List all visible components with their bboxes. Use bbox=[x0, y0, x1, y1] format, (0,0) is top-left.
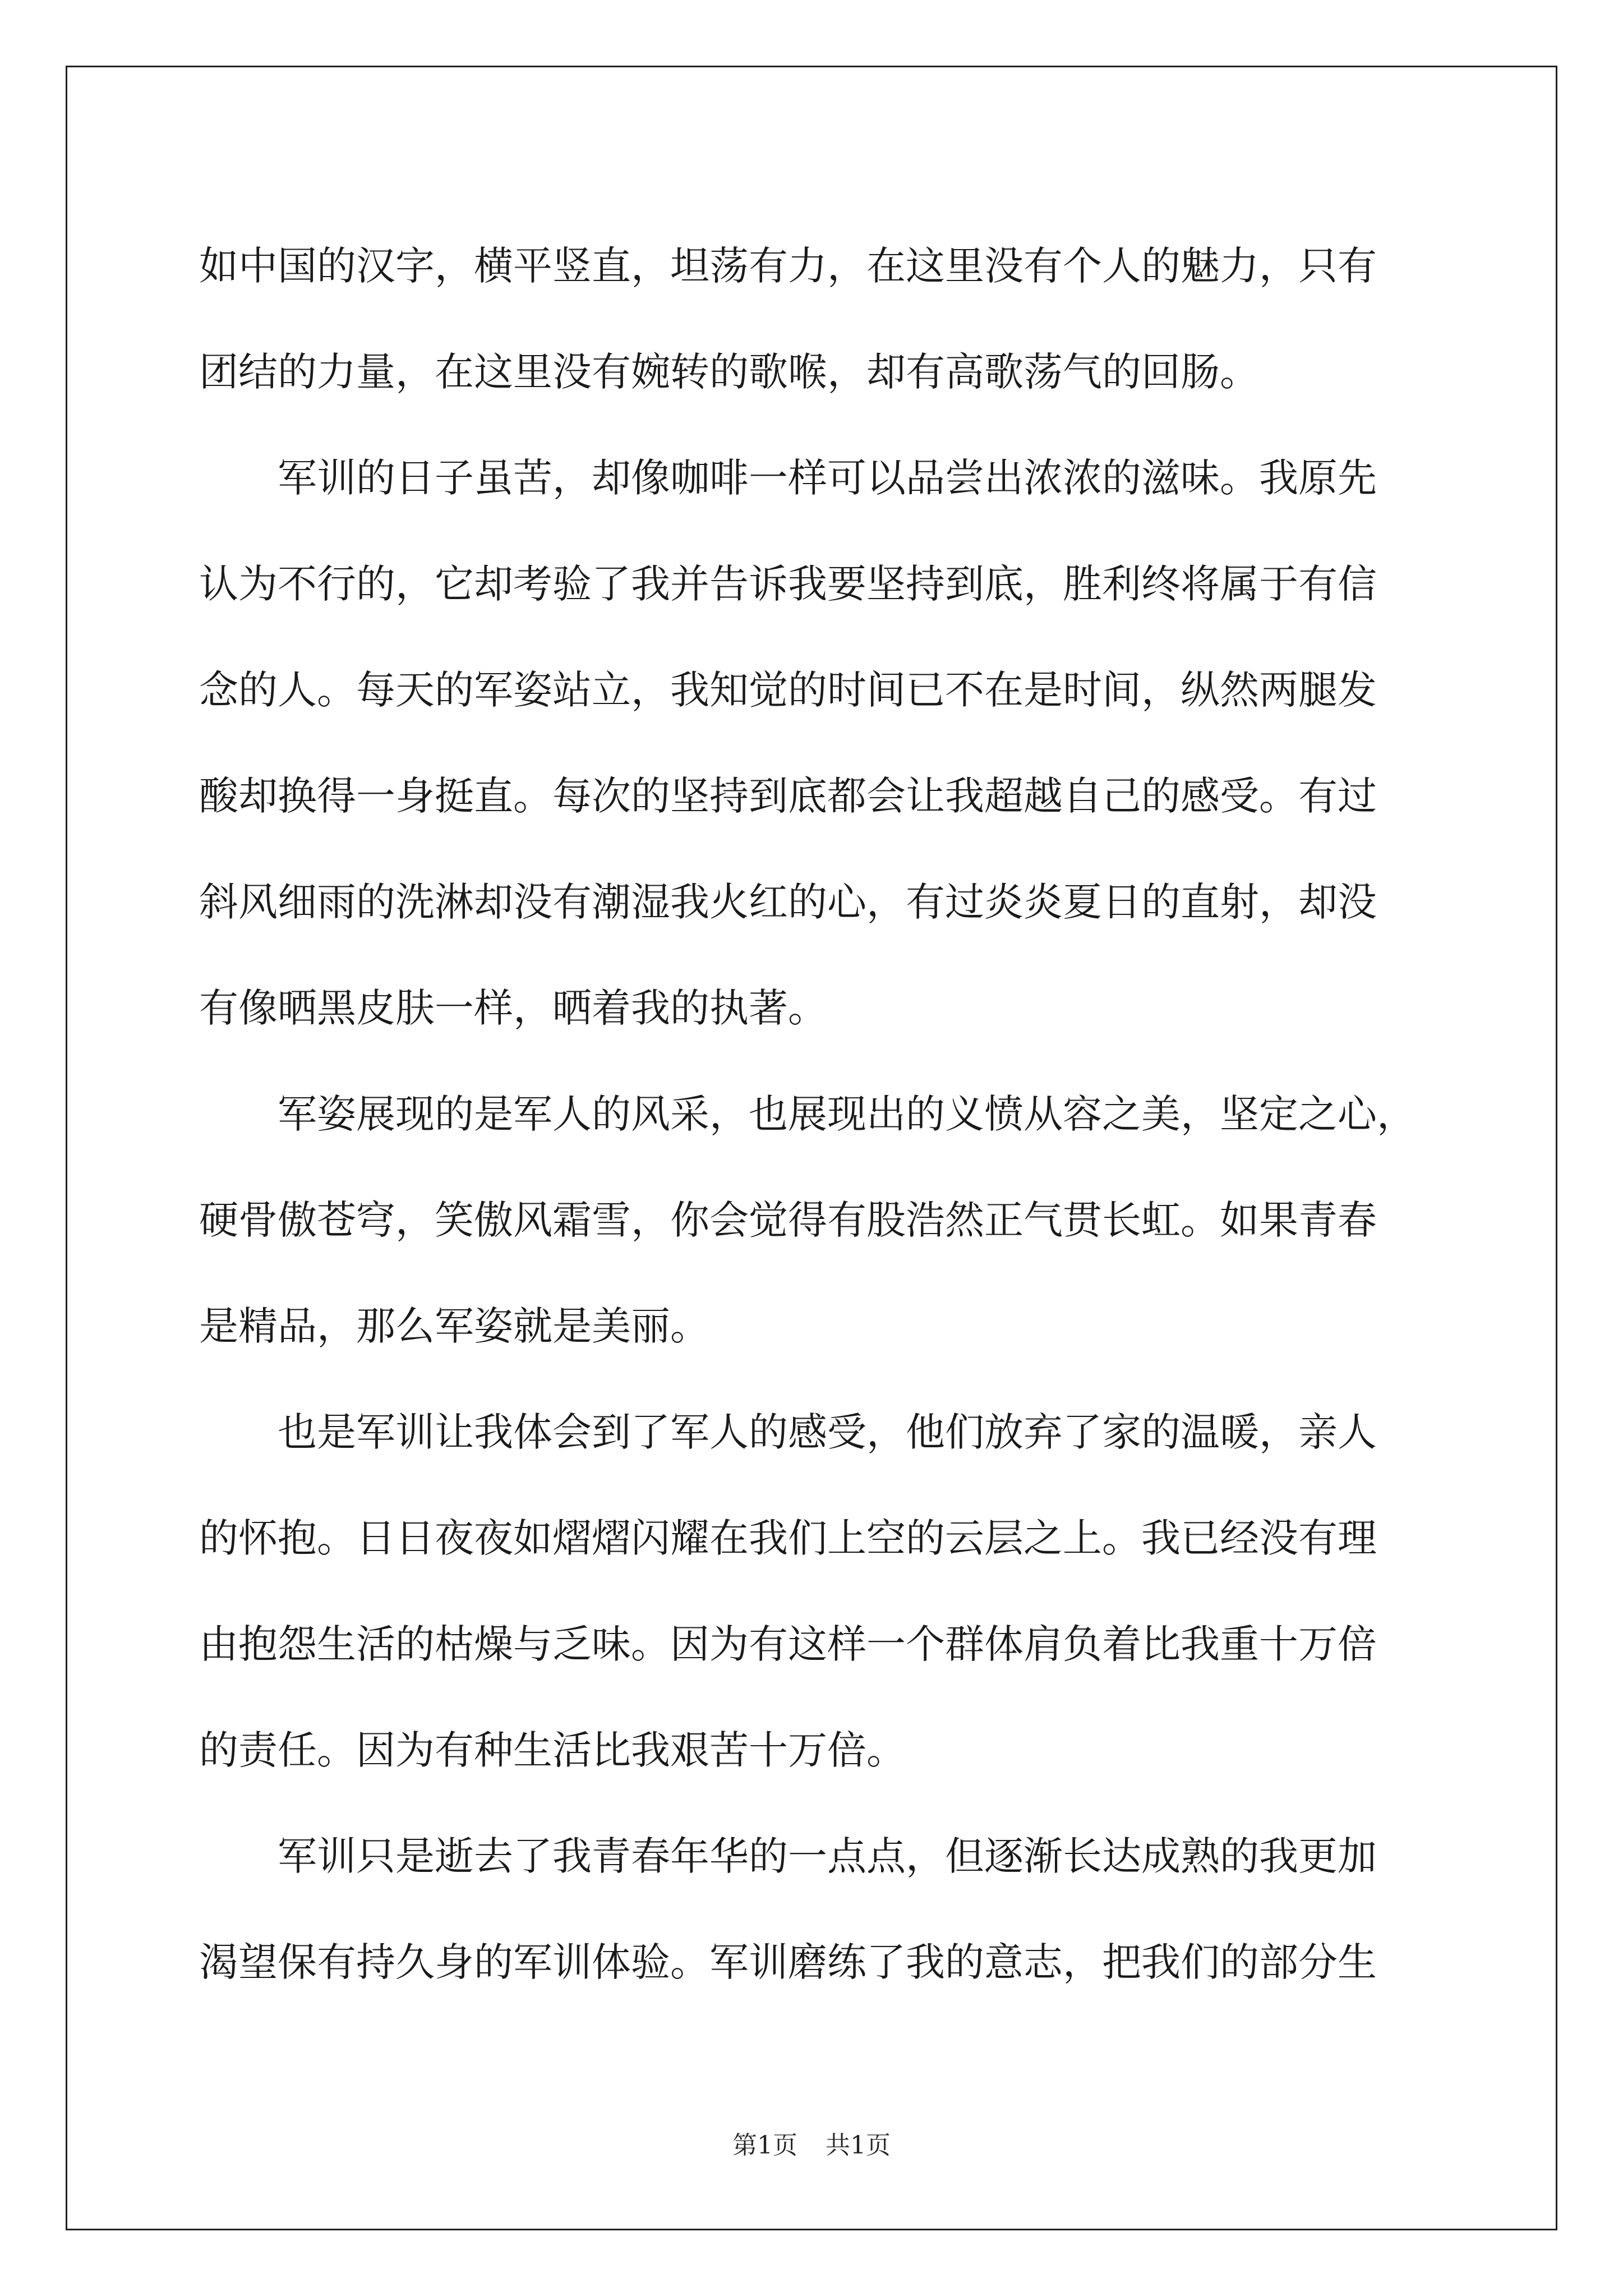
text-line: 团结的力量，在这里没有婉转的歌喉，却有高歌荡气的回肠。 bbox=[199, 349, 1259, 395]
text-line: 硬骨傲苍穹，笑傲风霜雪，你会觉得有股浩然正气贯长虹。如果青春 bbox=[199, 1197, 1377, 1243]
page-footer bbox=[0, 2129, 1623, 2162]
text-line: 也是军训让我体会到了军人的感受，他们放弃了家的温暖，亲人 bbox=[199, 1409, 1377, 1455]
text-line: 认为不行的，它却考验了我并告诉我要坚持到底，胜利终将属于有信 bbox=[199, 561, 1377, 607]
text-line: 军训只是逝去了我青春年华的一点点，但逐渐长达成熟的我更加 bbox=[199, 1833, 1377, 1879]
text-line: 酸却换得一身挺直。每次的坚持到底都会让我超越自己的感受。有过 bbox=[199, 773, 1377, 819]
text-line: 念的人。每天的军姿站立，我知觉的时间已不在是时间，纵然两腿发 bbox=[199, 667, 1377, 713]
page-number: 第1页 bbox=[732, 2131, 797, 2160]
text-line: 有像晒黑皮肤一样，晒着我的执著。 bbox=[199, 985, 827, 1031]
page-total: 共1页 bbox=[826, 2131, 891, 2160]
text-line: 的责任。因为有种生活比我艰苦十万倍。 bbox=[199, 1727, 906, 1773]
text-line: 是精品，那么军姿就是美丽。 bbox=[199, 1303, 709, 1349]
document-body bbox=[199, 213, 1433, 2016]
text-line: 军姿展现的是军人的风采，也展现出的义愤从容之美，坚定之心， bbox=[199, 1091, 1416, 1137]
text-line: 的怀抱。日日夜夜如熠熠闪耀在我们上空的云层之上。我已经没有理 bbox=[199, 1515, 1377, 1561]
text-line: 如中国的汉字，横平竖直，坦荡有力，在这里没有个人的魅力，只有 bbox=[199, 243, 1377, 289]
text-line: 军训的日子虽苦，却像咖啡一样可以品尝出浓浓的滋味。我原先 bbox=[199, 455, 1377, 501]
text-line: 渴望保有持久身的军训体验。军训磨练了我的意志，把我们的部分生 bbox=[199, 1939, 1377, 1985]
text-line: 斜风细雨的洗淋却没有潮湿我火红的心，有过炎炎夏日的直射，却没 bbox=[199, 879, 1377, 925]
text-line: 由抱怨生活的枯燥与乏味。因为有这样一个群体肩负着比我重十万倍 bbox=[199, 1621, 1377, 1667]
